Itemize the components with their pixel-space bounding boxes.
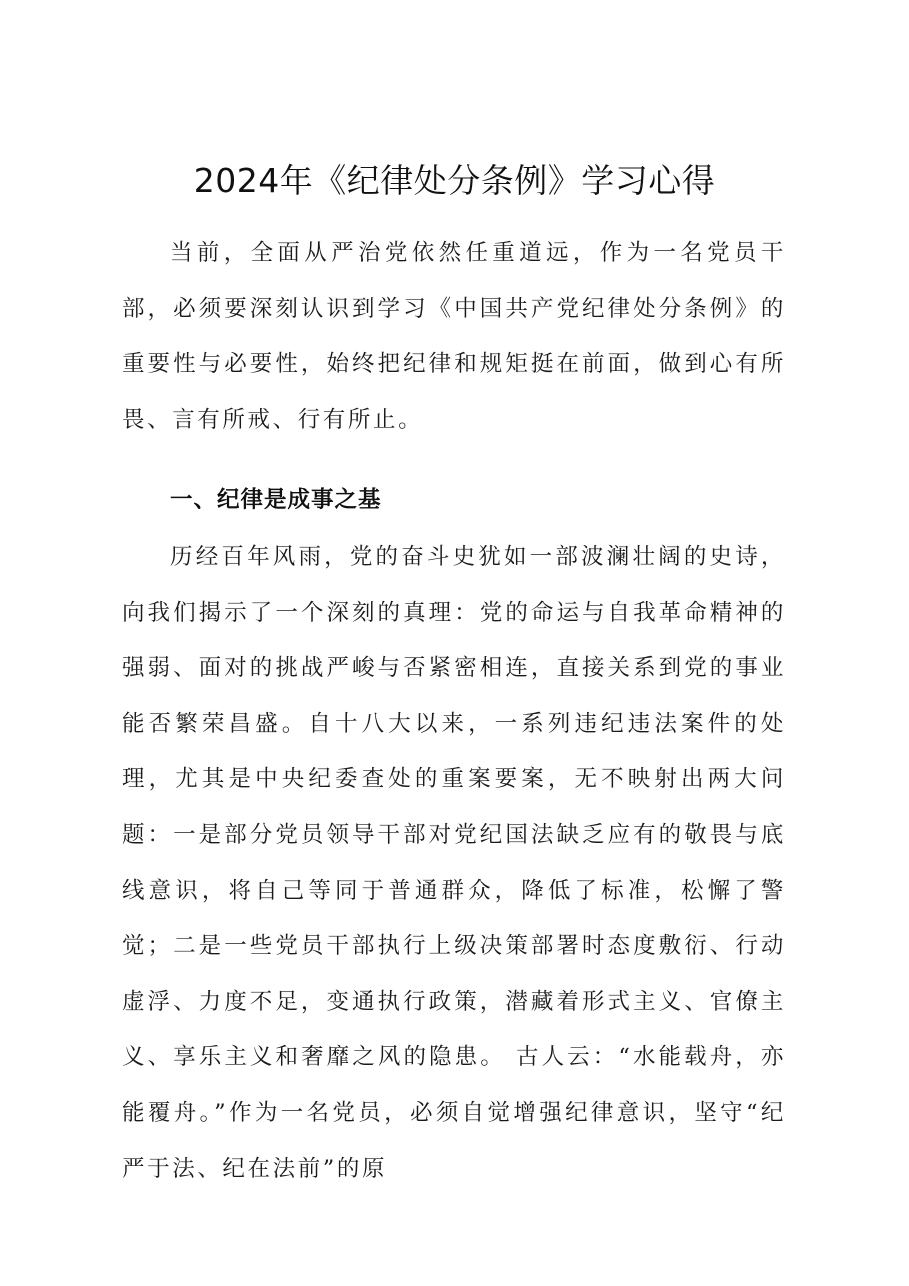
section-heading: 一、纪律是成事之基 xyxy=(170,487,382,513)
section-paragraph: 历经百年风雨，党的奋斗史犹如一部波澜壮阔的史诗，向我们揭示了一个深刻的真理：党的命运与自我革命精神的强弱、面对的挑战严峻与否紧密相连，直接关系到党的事业能否繁荣昌盛。自十八大以来，一系列违纪违法案件的处理，尤其是中央纪委查处的重案要案，无不映射出两大问题：一是部分党员领导干部对党纪国法缺乏应有的敬畏与底线意识，将自己等同于普通群众，降低了标准，松懈了警觉；二是一些党员干部执行上级决策部署时态度敷衍、行动虚浮、力度不足，变通执行政策，潜藏着形式主义、官僚主义、享乐主义和奢靡之风的隐患。 古人云：“水能载舟，亦能覆舟。”作为一名党员，必须自觉增强纪律意识，坚守“纪严于法、纪在法前”的原 xyxy=(122,544,786,1182)
intro-paragraph: 当前，全面从严治党依然任重道远，作为一名党员干部，必须要深刻认识到学习《中国共产党纪律处分条例》的重要性与必要性，始终把纪律和规矩挺在前面，做到心有所畏、言有所戒、行有所止。 xyxy=(122,240,786,433)
document-title: 2024年《纪律处分条例》学习心得 xyxy=(193,161,716,200)
